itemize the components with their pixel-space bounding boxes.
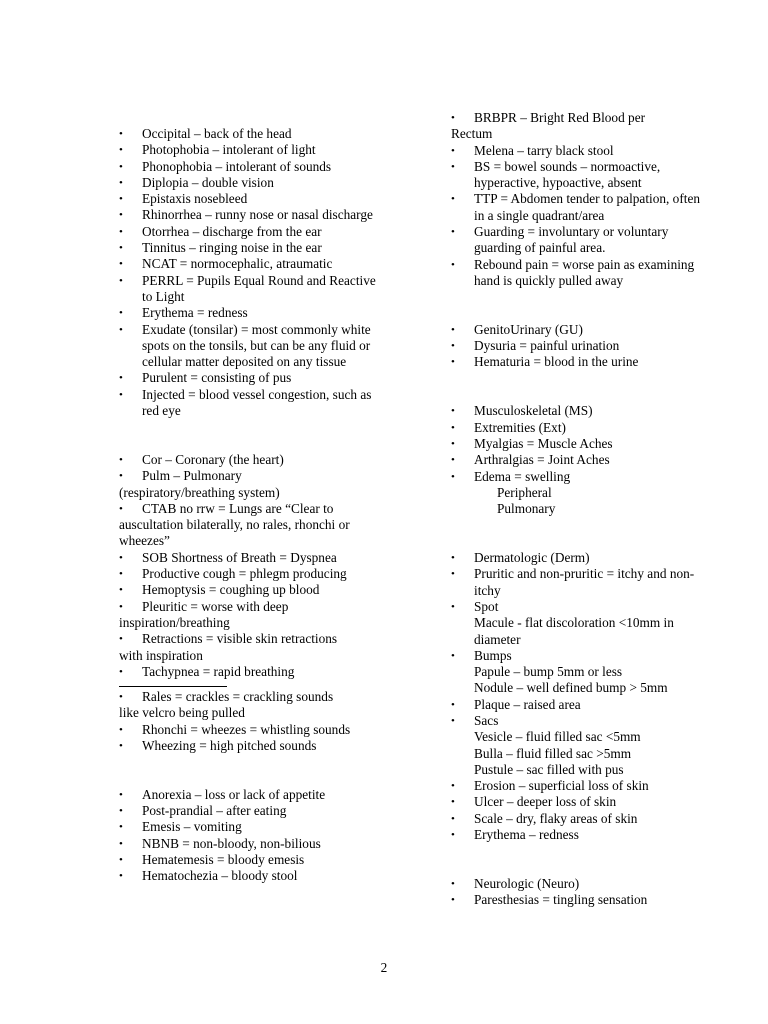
- list-item: [119, 852, 379, 868]
- list-item-text: Hematemesis = bloody emesis: [142, 852, 305, 868]
- list-item-text: SOB Shortness of Breath = Dyspnea: [142, 549, 337, 565]
- list-item: [119, 224, 379, 240]
- edema-subtypes: [451, 485, 713, 518]
- list-item: [119, 689, 379, 722]
- list-item: [119, 819, 379, 835]
- list-gi-cont: [451, 110, 713, 289]
- list-neuro: [451, 876, 713, 909]
- list-item: [119, 159, 379, 175]
- list-item-text: Erosion – superficial loss of skin: [474, 778, 649, 794]
- sub-item: Pulmonary: [497, 501, 556, 517]
- list-item: [451, 143, 713, 159]
- list-item: [451, 876, 713, 892]
- list-item-text: Pleuritic = worse with deep: [142, 598, 289, 614]
- list-item: [451, 257, 713, 290]
- list-item-text: CTAB no rrw = Lungs are “Clear to: [142, 500, 334, 516]
- sub-item: Nodule – well defined bump > 5mm: [474, 680, 668, 696]
- list-item-text: Dermatologic (Derm): [474, 550, 590, 566]
- list-item: [451, 322, 713, 338]
- list-item-text: Hematuria = blood in the urine: [474, 354, 639, 370]
- list-item: [451, 778, 713, 794]
- list-item: [119, 868, 379, 884]
- list-item: [119, 836, 379, 852]
- list-item-continuation: with inspiration: [119, 647, 203, 663]
- spacer: [451, 843, 713, 876]
- list-item-text: Arthralgias = Joint Aches: [474, 452, 610, 468]
- list-item: [451, 159, 713, 192]
- sub-item: Vesicle – fluid filled sac <5mm: [474, 729, 641, 745]
- list-item-text: Photophobia – intolerant of light: [142, 142, 316, 158]
- list-item-text: NCAT = normocephalic, atraumatic: [142, 256, 333, 272]
- list-item-text: Extremities (Ext): [474, 419, 566, 435]
- list-item-text: BS = bowel sounds – normoactive, hyperactive, hypoactive, absent: [474, 158, 661, 191]
- list-cardio-pulm: [119, 452, 379, 680]
- list-item: [119, 240, 379, 256]
- list-item: [451, 550, 713, 566]
- list-item-text: Hematochezia – bloody stool: [142, 868, 298, 884]
- list-item: [451, 420, 713, 436]
- list-item-text: Musculoskeletal (MS): [474, 403, 593, 419]
- list-item-text: Productive cough = phlegm producing: [142, 566, 347, 582]
- list-item: [119, 803, 379, 819]
- list-item-text: Guarding = involuntary or voluntary guarding of painful area.: [474, 224, 669, 256]
- list-item: [119, 550, 379, 566]
- list-item-text: NBNB = non-bloody, non-bilious: [142, 835, 321, 851]
- list-item-text: Otorrhea – discharge from the ear: [142, 223, 322, 239]
- list-item-text: Erythema – redness: [474, 827, 579, 843]
- list-item-continuation: auscultation bilaterally, no rales, rhonchi or wheezes”: [119, 517, 350, 549]
- right-column: [451, 110, 713, 909]
- list-item: [119, 126, 379, 142]
- list-item-text: Emesis – vomiting: [142, 819, 242, 835]
- list-item-text: Tachypnea = rapid breathing: [142, 663, 295, 679]
- list-item: [119, 664, 379, 680]
- list-item-continuation: (respiratory/breathing system): [119, 484, 280, 500]
- list-lung-sounds: [119, 689, 379, 754]
- list-item-text: Myalgias = Muscle Aches: [474, 435, 613, 451]
- list-item: [119, 305, 379, 321]
- list-item-continuation: Rectum: [451, 126, 493, 142]
- list-item-text: Melena – tarry black stool: [474, 142, 614, 158]
- list-item: [119, 787, 379, 803]
- list-item: [119, 175, 379, 191]
- list-item-text: Phonophobia – intolerant of sounds: [142, 158, 332, 174]
- list-item-text: Pulm – Pulmonary: [142, 468, 242, 484]
- list-item-text: Cor – Coronary (the heart): [142, 451, 284, 467]
- list-item: [119, 387, 379, 420]
- sub-item: Bulla – fluid filled sac >5mm: [474, 745, 632, 761]
- list-item: [451, 191, 713, 224]
- list-item: [119, 273, 379, 306]
- list-item: [451, 338, 713, 354]
- list-item-text: Plaque – raised area: [474, 696, 581, 712]
- list-item-text: Diplopia – double vision: [142, 174, 274, 190]
- list-item-text: Dysuria = painful urination: [474, 338, 620, 354]
- list-item-text: BRBPR – Bright Red Blood per: [474, 110, 646, 125]
- list-item-text: Edema = swelling: [474, 468, 571, 484]
- list-item-text: Occipital – back of the head: [142, 126, 292, 141]
- list-item-continuation: like velcro being pulled: [119, 705, 245, 721]
- list-item-text: Purulent = consisting of pus: [142, 370, 292, 386]
- list-item-text: Rebound pain = worse pain as examining hand is quickly pulled away: [474, 256, 695, 288]
- spot-subtypes: [451, 615, 713, 648]
- list-item: [119, 631, 379, 664]
- divider-line: [119, 686, 227, 687]
- list-item: [451, 827, 713, 843]
- list-gu: [451, 322, 713, 371]
- list-item-text: Erythema = redness: [142, 305, 248, 321]
- list-item: [119, 566, 379, 582]
- list-item: [451, 224, 713, 257]
- list-item-text: Anorexia – loss or lack of appetite: [142, 786, 326, 802]
- list-item: [451, 436, 713, 452]
- list-item: [119, 191, 379, 207]
- list-item: [119, 256, 379, 272]
- list-item: [119, 582, 379, 598]
- list-ms: [451, 403, 713, 484]
- list-item: [451, 648, 713, 664]
- list-gi: [119, 787, 379, 885]
- list-item: [451, 110, 713, 143]
- spacer: [451, 289, 713, 322]
- list-item-text: Retractions = visible skin retractions: [142, 631, 338, 647]
- list-item: [451, 794, 713, 810]
- sub-item: Peripheral: [497, 484, 552, 500]
- list-item: [451, 403, 713, 419]
- list-derm-loss: [451, 778, 713, 843]
- list-item-text: Rales = crackles = crackling sounds: [142, 689, 334, 705]
- spacer: [119, 419, 379, 452]
- list-item-text: Paresthesias = tingling sensation: [474, 892, 648, 908]
- bumps-subtypes: [451, 664, 713, 697]
- list-item-text: Hemoptysis = coughing up blood: [142, 582, 320, 598]
- list-head: [119, 126, 379, 419]
- list-item-text: Tinnitus – ringing noise in the ear: [142, 240, 322, 256]
- list-item-text: PERRL = Pupils Equal Round and Reactive to Light: [142, 272, 376, 304]
- list-item-text: Wheezing = high pitched sounds: [142, 737, 317, 753]
- list-item: [451, 892, 713, 908]
- list-item-text: Scale – dry, flaky areas of skin: [474, 810, 638, 826]
- spacer: [119, 754, 379, 787]
- list-item: [451, 354, 713, 370]
- list-item: [451, 811, 713, 827]
- list-item: [451, 713, 713, 729]
- list-item-text: GenitoUrinary (GU): [474, 321, 583, 337]
- list-item: [119, 370, 379, 386]
- list-derm-bumps: [451, 648, 713, 664]
- list-item-text: Neurologic (Neuro): [474, 875, 580, 891]
- list-item: [119, 322, 379, 371]
- list-item-text: TTP = Abdomen tender to palpation, often in a single quadrant/area: [474, 191, 700, 223]
- list-item: [119, 142, 379, 158]
- list-item: [119, 207, 379, 223]
- list-item: [119, 452, 379, 468]
- list-item: [119, 501, 379, 550]
- list-item: [451, 566, 713, 599]
- left-column: [119, 126, 379, 885]
- list-derm-plaque-sacs: [451, 697, 713, 730]
- spacer: [451, 517, 713, 550]
- list-item-text: Pruritic and non-pruritic = itchy and non-itchy: [474, 566, 695, 598]
- list-item-continuation: inspiration/breathing: [119, 614, 230, 630]
- list-item-text: Rhonchi = wheezes = whistling sounds: [142, 721, 351, 737]
- list-item-text: Ulcer – deeper loss of skin: [474, 794, 617, 810]
- sub-item: Pustule – sac filled with pus: [474, 761, 624, 777]
- list-item: [119, 468, 379, 501]
- list-item: [119, 722, 379, 738]
- list-item: [451, 469, 713, 485]
- page-number: 2: [380, 960, 388, 975]
- list-item-text: Sacs: [474, 712, 499, 728]
- list-item-text: Rhinorrhea – runny nose or nasal discharge: [142, 207, 373, 223]
- list-item: [119, 599, 379, 632]
- sub-item: Macule - flat discoloration <10mm in diameter: [474, 615, 674, 647]
- list-item-text: Bumps: [474, 647, 512, 663]
- sacs-subtypes: [451, 729, 713, 778]
- list-item-text: Epistaxis nosebleed: [142, 191, 248, 207]
- list-item-text: Injected = blood vessel congestion, such as red eye: [142, 386, 372, 419]
- list-item: [119, 738, 379, 754]
- list-item-text: Spot: [474, 598, 499, 614]
- list-item: [451, 697, 713, 713]
- list-derm: [451, 550, 713, 615]
- spacer: [451, 371, 713, 404]
- sub-item: Papule – bump 5mm or less: [474, 664, 623, 680]
- list-item-text: Post-prandial – after eating: [142, 803, 287, 819]
- list-item-text: Exudate (tonsilar) = most commonly white spots on the tonsils, but can be any fluid or cellular matter deposited on any tissue: [142, 321, 371, 370]
- list-item: [451, 452, 713, 468]
- list-item: [451, 599, 713, 615]
